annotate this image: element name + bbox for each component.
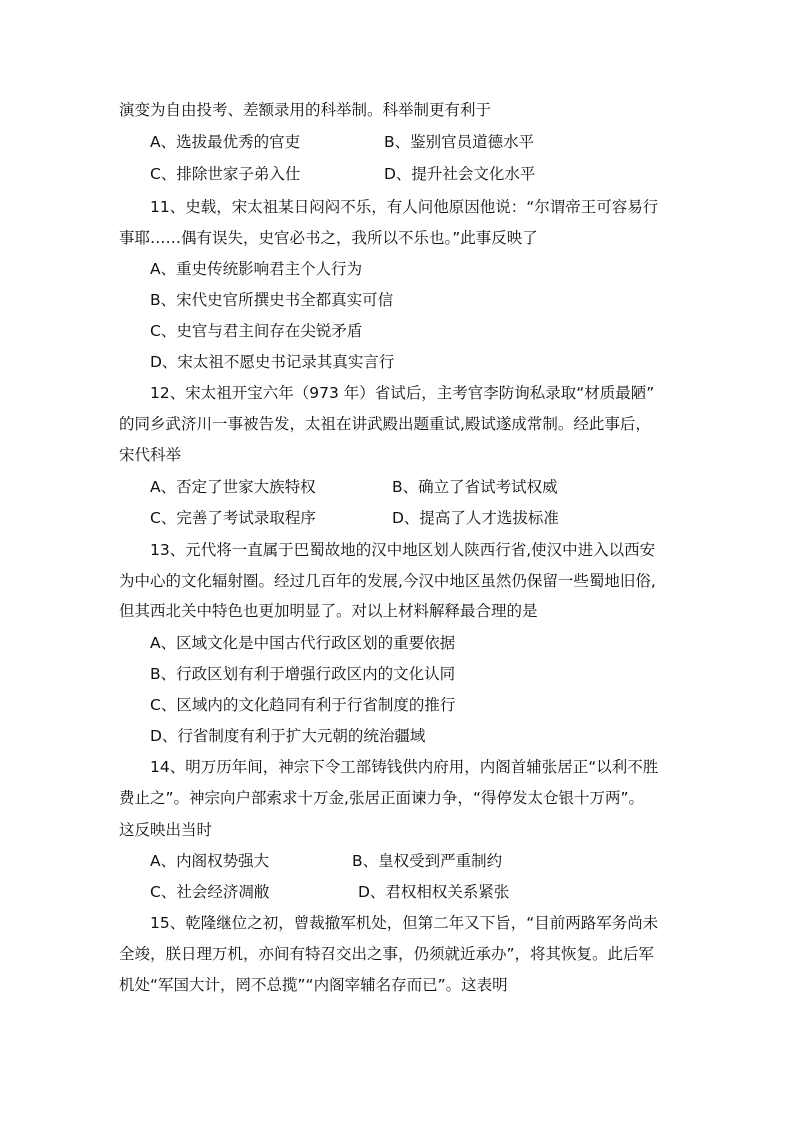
q13-option-a: A、区域文化是中国古代行政区划的重要依据 <box>150 634 456 652</box>
q14-option-b: B、皇权受到严重制约 <box>352 852 503 870</box>
q12-option-b: B、确立了省试考试权威 <box>392 478 558 496</box>
q10-option-d: D、提升社会文化水平 <box>384 165 536 183</box>
q12-stem-line: 的同乡武济川一事被告发，太祖在讲武殿出题重试,殿试遂成常制。经此事后， <box>119 415 651 433</box>
q11-stem-line: 事耶……偶有误失，史官必书之，我所以不乐也。”此事反映了 <box>119 229 538 247</box>
q14-stem-line: 这反映出当时 <box>119 821 213 839</box>
q12-option-d: D、提高了人才选拔标准 <box>392 509 559 527</box>
q10-option-a: A、选拔最优秀的官吏 <box>150 133 301 151</box>
q15-stem-line: 15、乾隆继位之初，曾裁撤军机处，但第二年又下旨，“目前两路军务尚未 <box>150 914 659 932</box>
q11-option-c: C、史官与君主间存在尖锐矛盾 <box>150 322 363 340</box>
q12-option-a: A、否定了世家大族特权 <box>150 478 316 496</box>
q10-stem-line: 演变为自由投考、差额录用的科举制。科举制更有利于 <box>119 101 492 119</box>
q13-option-b: B、行政区划有利于增强行政区内的文化认同 <box>150 665 456 683</box>
q14-option-c: C、社会经济凋敝 <box>150 883 270 901</box>
q12-stem-line: 宋代科举 <box>119 446 182 464</box>
q14-option-d: D、君权相权关系紧张 <box>358 883 510 901</box>
q13-stem-line: 为中心的文化辐射圈。经过几百年的发展,今汉中地区虽然仍保留一些蜀地旧俗, <box>119 572 656 590</box>
q12-stem-line: 12、宋太祖开宝六年（973 年）省试后，主考官李防询私录取“材质最陋” <box>150 384 655 402</box>
q15-stem-line: 机处“军国大计，罔不总揽”“内阁宰辅名存而已”。这表明 <box>119 976 508 994</box>
q10-option-c: C、排除世家子弟入仕 <box>150 165 301 183</box>
q14-stem-line: 14、明万历年间，神宗下令工部铸钱供内府用，内阁首辅张居正“以利不胜 <box>150 758 659 776</box>
q14-stem-line: 费止之”。神宗向户部索求十万金,张居正面谏力争，“得停发太仓银十万两”。 <box>119 789 645 807</box>
q10-option-b: B、鉴别官员道德水平 <box>384 133 535 151</box>
q11-stem-line: 11、史载，宋太祖某日闷闷不乐，有人问他原因他说：“尔谓帝王可容易行 <box>150 198 659 216</box>
q11-option-b: B、宋代史官所撰史书全都真实可信 <box>150 291 394 309</box>
q14-option-a: A、内阁权势强大 <box>150 852 270 870</box>
q11-option-a: A、重史传统影响君主个人行为 <box>150 260 363 278</box>
q13-stem-line: 13、元代将一直属于巴蜀故地的汉中地区划人陕西行省,使汉中进入以西安 <box>150 541 656 559</box>
q12-option-c: C、完善了考试录取程序 <box>150 509 316 527</box>
q13-option-c: C、区域内的文化趋同有利于行省制度的推行 <box>150 696 456 714</box>
q15-stem-line: 全竣，朕日理万机，亦间有特召交出之事，仍须就近承办”，将其恢复。此后军 <box>119 945 655 963</box>
q11-option-d: D、宋太祖不愿史书记录其真实言行 <box>150 353 395 371</box>
q13-stem-line: 但其西北关中特色也更加明显了。对以上材料解释最合理的是 <box>119 602 538 620</box>
q13-option-d: D、行省制度有利于扩大元朝的统治疆域 <box>150 727 426 745</box>
